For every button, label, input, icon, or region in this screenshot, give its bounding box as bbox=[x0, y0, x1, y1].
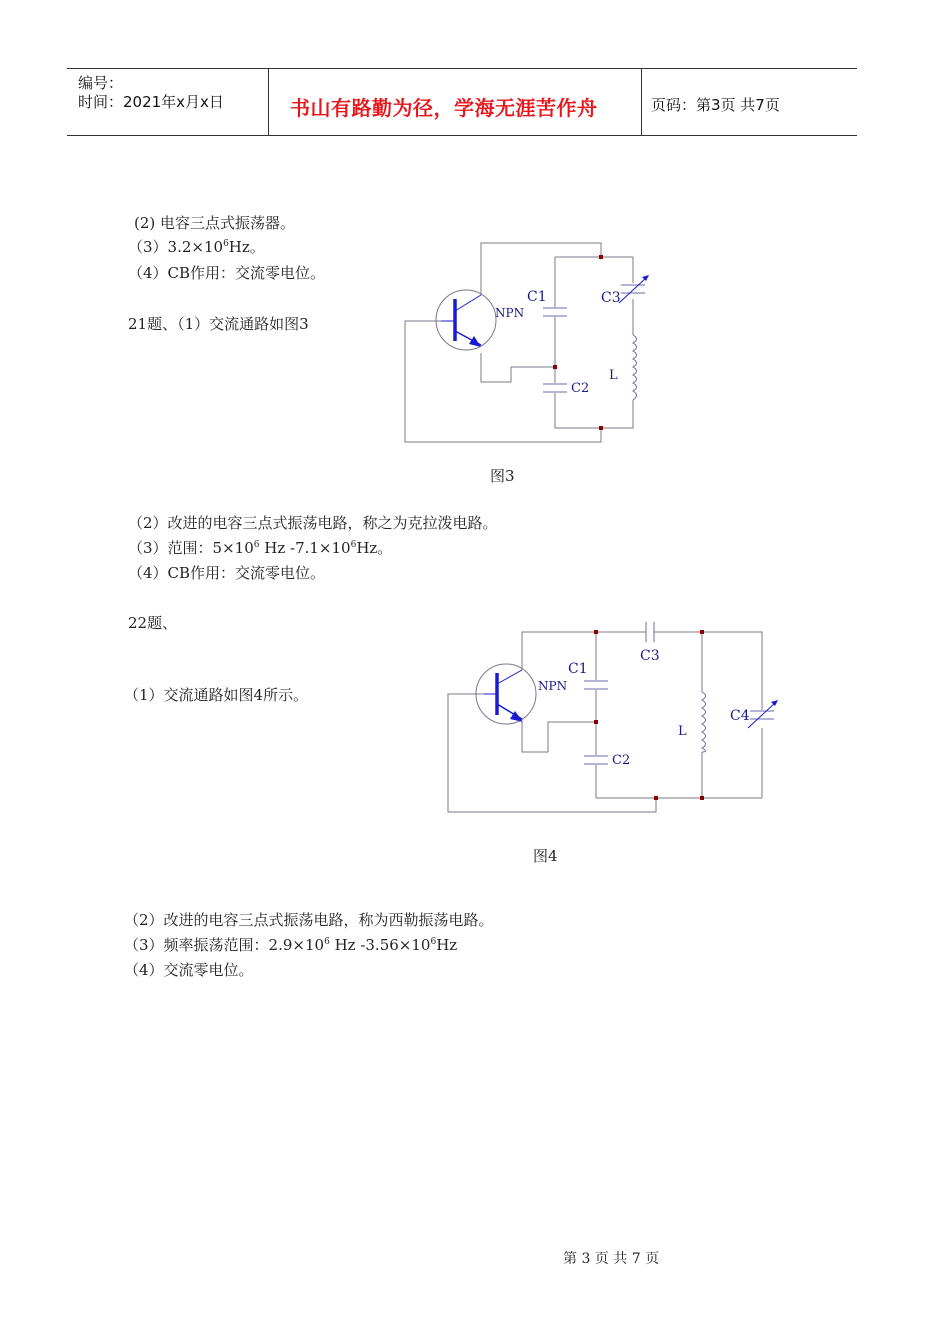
s21-line3-unit: Hz。 bbox=[356, 539, 393, 557]
header-page-label: 页码：第3页 共7页 bbox=[651, 96, 780, 114]
figure4-label-npn: NPN bbox=[538, 679, 568, 693]
s22-title: 22题、 bbox=[128, 614, 178, 632]
header-time: 时间：2021年x月x日 bbox=[78, 93, 224, 111]
figure4-capacitor-c2 bbox=[584, 756, 608, 764]
s21-line3-base2: Hz -7.1×10 bbox=[259, 539, 351, 557]
s21-line1: 21题、（1）交流通路如图3 bbox=[128, 315, 309, 333]
figure4-label-c2: C2 bbox=[612, 753, 631, 768]
s21-line2: （2）改进的电容三点式振荡电路，称之为克拉泼电路。 bbox=[128, 514, 498, 532]
s20-line4: （4）CB作用：交流零电位。 bbox=[128, 264, 326, 282]
figure3-npn-transistor bbox=[436, 290, 496, 350]
s21-line3 bbox=[128, 537, 392, 558]
figure4-circuit bbox=[440, 622, 780, 822]
figure3-label-l: L bbox=[609, 368, 618, 383]
header-motto: 书山有路勤为径，学海无涯苦作舟 bbox=[290, 96, 598, 120]
header-bottom-border bbox=[67, 135, 857, 136]
figure4-capacitor-c3 bbox=[646, 622, 654, 642]
figure3-capacitor-c2 bbox=[543, 384, 567, 392]
s22-line3-base1: （3）频率振荡范围：2.9×10 bbox=[124, 936, 325, 954]
figure4-label-c3: C3 bbox=[640, 648, 660, 664]
s20-line3 bbox=[128, 236, 265, 257]
s21-line3-base1: （3）范围：5×10 bbox=[128, 539, 254, 557]
figure3-label-c1: C1 bbox=[527, 289, 547, 305]
figure3-caption: 图3 bbox=[490, 467, 515, 485]
figure4-caption: 图4 bbox=[533, 847, 558, 865]
figure4-npn-transistor bbox=[476, 664, 536, 724]
figure3-wires bbox=[405, 243, 633, 442]
page-footer: 第 3 页 共 7 页 bbox=[563, 1251, 660, 1267]
s22-line1: （1）交流通路如图4所示。 bbox=[124, 686, 309, 704]
s22-line4: （4）交流零电位。 bbox=[124, 961, 254, 979]
figure3-variable-capacitor-c3 bbox=[619, 275, 649, 303]
s22-line3-exponent2: 6 bbox=[430, 937, 437, 947]
s22-line3-unit: Hz bbox=[436, 936, 458, 954]
s20-line3-exponent: 6 bbox=[223, 239, 229, 249]
figure4-variable-capacitor-c4 bbox=[748, 700, 778, 728]
s22-line2: （2）改进的电容三点式振荡电路，称为西勒振荡电路。 bbox=[124, 911, 494, 929]
header-serial: 编号： bbox=[78, 74, 124, 92]
s21-line3-exponent1: 6 bbox=[253, 540, 260, 550]
header-divider-right bbox=[641, 68, 642, 136]
header-top-border bbox=[67, 68, 857, 69]
figure3-capacitor-c1 bbox=[543, 308, 567, 316]
s20-line3-base: （3）3.2×10 bbox=[128, 238, 224, 256]
s21-line3-exponent2: 6 bbox=[350, 540, 357, 550]
s20-line3-unit: Hz。 bbox=[228, 238, 265, 256]
figure4-capacitor-c1 bbox=[584, 681, 608, 689]
figure3-label-npn: NPN bbox=[495, 306, 525, 320]
figure3-junctions bbox=[553, 255, 603, 430]
s20-line2: (2) 电容三点式振荡器。 bbox=[134, 214, 296, 232]
s22-line3-base2: Hz -3.56×10 bbox=[329, 936, 431, 954]
figure3-circuit bbox=[395, 235, 655, 450]
figure4-label-c4: C4 bbox=[730, 708, 750, 724]
s22-line3-exponent1: 6 bbox=[324, 937, 330, 947]
figure4-inductor-l bbox=[702, 692, 706, 752]
figure4-label-l: L bbox=[678, 724, 687, 739]
header-divider-left bbox=[268, 68, 269, 136]
s22-line3 bbox=[124, 934, 457, 955]
figure3-label-c2: C2 bbox=[571, 381, 590, 396]
figure3-inductor-l bbox=[633, 335, 637, 400]
figure3-label-c3: C3 bbox=[601, 290, 621, 306]
s21-line4: （4）CB作用：交流零电位。 bbox=[128, 564, 326, 582]
figure4-label-c1: C1 bbox=[568, 661, 588, 677]
